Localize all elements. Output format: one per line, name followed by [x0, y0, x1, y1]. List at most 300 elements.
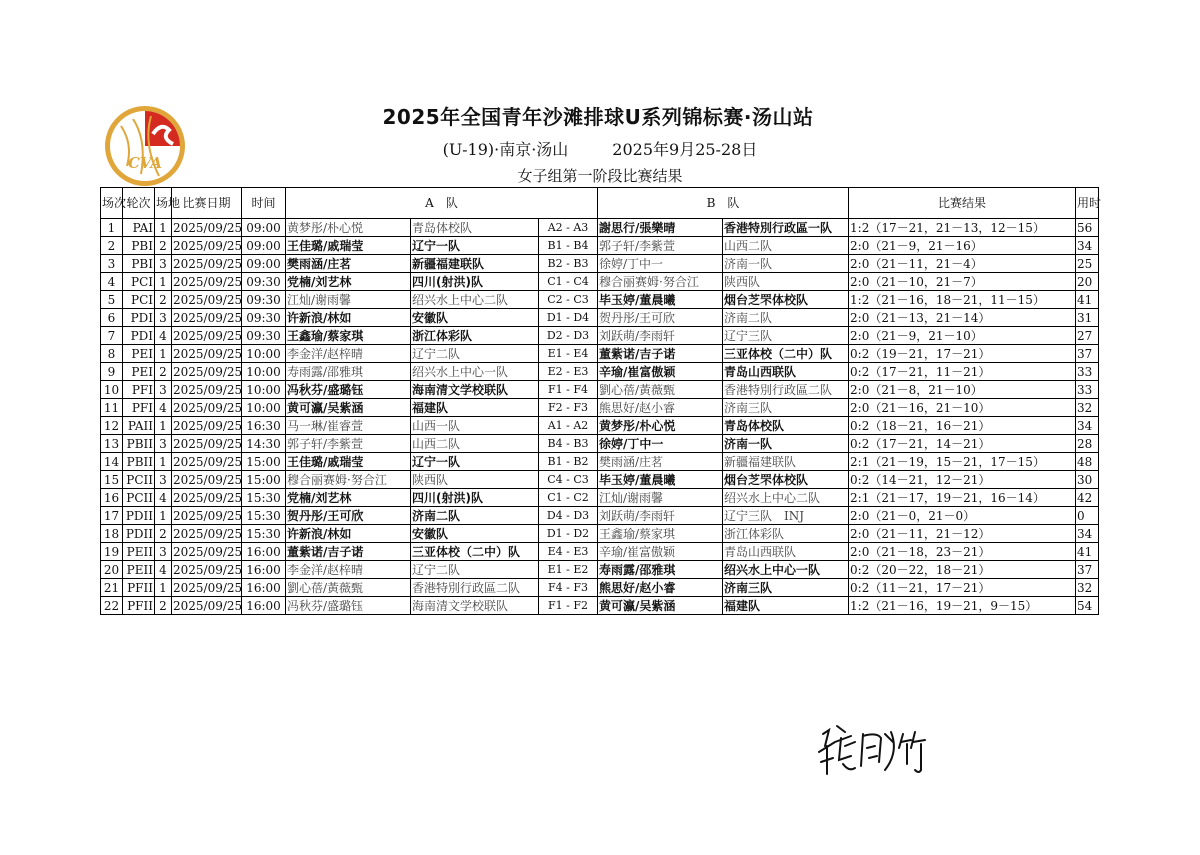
matchup-codes: E1 - E4: [539, 345, 598, 363]
score: 2:0（21－10，21－7）: [849, 273, 1076, 291]
team-a-code: F4: [548, 580, 563, 594]
duration: 33: [1076, 363, 1099, 381]
match-no: 1: [101, 219, 123, 237]
team-b-code: C4: [573, 274, 589, 288]
date: 2025/09/25: [173, 400, 243, 415]
team-b-players: 徐婷/丁中一: [598, 435, 723, 453]
duration: 33: [1076, 381, 1099, 399]
date: 2025/09/25: [173, 598, 243, 613]
team-a-name: 浙江体彩队: [411, 327, 539, 345]
score: 0:2（14－21，12－21）: [849, 471, 1076, 489]
team-a-name: 绍兴水上中心一队: [411, 363, 539, 381]
round: PFI: [123, 399, 155, 417]
team-a-players: 王佳璐/戚瑞莹: [286, 237, 411, 255]
team-b-players: 王鑫瑜/蔡家琪: [598, 525, 723, 543]
team-a-players: 党楠/刘艺林: [286, 489, 411, 507]
match-no: 8: [101, 345, 123, 363]
round: PDI: [123, 309, 155, 327]
team-b-code: B2: [573, 454, 589, 468]
matchup-codes: F1 - F2: [539, 597, 598, 615]
round: PDI: [123, 327, 155, 345]
team-b-name: 山西二队: [723, 237, 849, 255]
table-row: [101, 597, 1099, 615]
team-b-code: D4: [573, 310, 590, 324]
team-a-name: 海南清文学校联队: [411, 381, 539, 399]
team-a-name: 辽宁一队: [411, 453, 539, 471]
table-row: [101, 417, 1099, 435]
date: 2025/09/25: [173, 274, 243, 289]
table-row: [101, 309, 1099, 327]
table-row: [101, 471, 1099, 489]
team-b-code: E2: [573, 562, 589, 576]
court: 1: [155, 579, 172, 597]
matchup-codes: B2 - B3: [539, 255, 598, 273]
table-row: [101, 399, 1099, 417]
team-b-code: A3: [573, 220, 589, 234]
round: PBII: [123, 435, 155, 453]
duration: 41: [1076, 543, 1099, 561]
team-a-code: F2: [548, 400, 563, 414]
match-no: 13: [101, 435, 123, 453]
round: PBI: [123, 237, 155, 255]
match-no: 4: [101, 273, 123, 291]
team-b-name: 济南三队: [723, 399, 849, 417]
subtitle: [0, 137, 1200, 160]
team-a-players: 冯秋芬/盛璐钰: [286, 597, 411, 615]
team-a-name: 辽宁一队: [411, 237, 539, 255]
date: 2025/09/25: [173, 454, 243, 469]
court: 4: [155, 327, 172, 345]
table-row: [101, 237, 1099, 255]
team-a-players: 许新浪/林如: [286, 525, 411, 543]
matchup-codes: D1 - D2: [539, 525, 598, 543]
duration: 56: [1076, 219, 1099, 237]
date: 2025/09/25: [173, 508, 243, 523]
matchup-codes: E2 - E3: [539, 363, 598, 381]
round: PEII: [123, 561, 155, 579]
team-a-players: 江灿/谢雨馨: [286, 291, 411, 309]
time: 16:00: [242, 579, 286, 597]
duration: 42: [1076, 489, 1099, 507]
duration: 37: [1076, 561, 1099, 579]
team-b-name: 新疆福建联队: [723, 453, 849, 471]
team-a-code: B4: [547, 436, 563, 450]
match-no: 20: [101, 561, 123, 579]
court: 2: [155, 597, 172, 615]
team-a-name: 陕西队: [411, 471, 539, 489]
date: 2025/09/25: [173, 292, 243, 307]
round: PEI: [123, 345, 155, 363]
matchup-codes: F1 - F4: [539, 381, 598, 399]
team-a-name: 山西一队: [411, 417, 539, 435]
score: 1:2（17－21，21－13，12－15）: [849, 219, 1076, 237]
match-no: 16: [101, 489, 123, 507]
team-b-code: D3: [573, 508, 590, 522]
matchup-codes: F2 - F3: [539, 399, 598, 417]
team-b-name: 香港特別行政區一队: [723, 219, 849, 237]
round: PDII: [123, 525, 155, 543]
team-a-players: 王佳璐/戚瑞莹: [286, 453, 411, 471]
team-b-name: 福建队: [723, 597, 849, 615]
team-a-players: 董紫诺/吉子诺: [286, 543, 411, 561]
court: 4: [155, 399, 172, 417]
team-b-code: E3: [573, 544, 589, 558]
match-no: 3: [101, 255, 123, 273]
score: 2:0（21－13，21－14）: [849, 309, 1076, 327]
col-result: 比赛结果: [849, 188, 1076, 219]
score: 2:0（21－9，21－10）: [849, 327, 1076, 345]
duration: 28: [1076, 435, 1099, 453]
team-a-name: 海南清文学校联队: [411, 597, 539, 615]
duration: 0: [1076, 507, 1099, 525]
table-row: [101, 291, 1099, 309]
table-row: [101, 435, 1099, 453]
round: PCI: [123, 273, 155, 291]
team-b-name: 青岛山西联队: [723, 363, 849, 381]
team-a-name: 福建队: [411, 399, 539, 417]
team-a-code: C1: [547, 274, 563, 288]
team-a-players: 马一琳/崔睿萱: [286, 417, 411, 435]
duration: 34: [1076, 417, 1099, 435]
matchup-codes: B1 - B4: [539, 237, 598, 255]
date: 2025/09/25: [173, 490, 243, 505]
court: 1: [155, 273, 172, 291]
match-no: 14: [101, 453, 123, 471]
team-b-code: B3: [573, 256, 589, 270]
team-b-name: 辽宁三队 INJ: [723, 507, 849, 525]
court: 3: [155, 381, 172, 399]
score: 2:0（21－8，21－10）: [849, 381, 1076, 399]
team-a-code: A2: [547, 220, 563, 234]
team-b-name: 三亚体校（二中）队: [723, 345, 849, 363]
match-no: 18: [101, 525, 123, 543]
team-b-code: F2: [573, 598, 588, 612]
team-a-players: 黄可瀛/吴紫涵: [286, 399, 411, 417]
team-b-players: 贺丹彤/王可欣: [598, 309, 723, 327]
team-b-name: 绍兴水上中心二队: [723, 489, 849, 507]
date: 2025/09/25: [173, 382, 243, 397]
subtitle-dates: 2025年9月25-28日: [612, 140, 758, 159]
score: 2:0（21－9，21－16）: [849, 237, 1076, 255]
team-b-players: 辛瑜/崔富傲颖: [598, 543, 723, 561]
time: 15:30: [242, 489, 286, 507]
col-time: 时间: [242, 188, 286, 219]
table-row: [101, 381, 1099, 399]
score: 2:0（21－0，21－0）: [849, 507, 1076, 525]
court: 1: [155, 219, 172, 237]
score: 0:2（20－22，18－21）: [849, 561, 1076, 579]
team-b-players: 刘跃萌/李雨轩: [598, 507, 723, 525]
team-b-players: 穆合丽赛姆·努合江: [598, 273, 723, 291]
results-body: [101, 219, 1099, 615]
score: 1:2（21－16，18－21，11－15）: [849, 291, 1076, 309]
team-a-code: E4: [547, 544, 563, 558]
date: 2025/09/25: [173, 526, 243, 541]
duration: 27: [1076, 327, 1099, 345]
results-table: [100, 187, 1102, 615]
court: 2: [155, 291, 172, 309]
logo-text: CVA: [127, 154, 163, 172]
team-a-name: 三亚体校（二中）队: [411, 543, 539, 561]
team-a-players: 郭子轩/李紫萱: [286, 435, 411, 453]
date: 2025/09/25: [173, 346, 243, 361]
team-a-name: 绍兴水上中心二队: [411, 291, 539, 309]
round: PDII: [123, 507, 155, 525]
date: 2025/09/25: [173, 436, 243, 451]
team-b-players: 劉心蓓/黃薇甄: [598, 381, 723, 399]
court: 3: [155, 255, 172, 273]
time: 09:30: [242, 291, 286, 309]
team-a-code: B1: [547, 238, 563, 252]
table-row: [101, 579, 1099, 597]
duration: 54: [1076, 597, 1099, 615]
team-a-code: F1: [548, 598, 563, 612]
team-a-players: 李金洋/赵梓晴: [286, 561, 411, 579]
subtitle-location: (U-19)·南京·汤山: [442, 140, 569, 159]
court: 3: [155, 309, 172, 327]
round: PAI: [123, 219, 155, 237]
col-team-a: A 队: [286, 188, 598, 219]
date: 2025/09/25: [173, 256, 243, 271]
round: PEI: [123, 363, 155, 381]
time: 10:00: [242, 345, 286, 363]
time: 16:00: [242, 561, 286, 579]
team-a-name: 山西二队: [411, 435, 539, 453]
team-a-players: 穆合丽赛姆·努合江: [286, 471, 411, 489]
team-b-name: 陕西队: [723, 273, 849, 291]
team-a-code: C4: [547, 472, 563, 486]
match-no: 15: [101, 471, 123, 489]
matchup-codes: E1 - E2: [539, 561, 598, 579]
team-a-players: 劉心蓓/黃薇甄: [286, 579, 411, 597]
date: 2025/09/25: [173, 580, 243, 595]
team-a-players: 李金洋/赵梓晴: [286, 345, 411, 363]
time: 16:30: [242, 417, 286, 435]
duration: 37: [1076, 345, 1099, 363]
team-b-name: 辽宁三队: [723, 327, 849, 345]
team-b-code: C2: [573, 490, 589, 504]
score: 2:1（21－17，19－21，16－14）: [849, 489, 1076, 507]
time: 10:00: [242, 381, 286, 399]
team-a-players: 贺丹彤/王可欣: [286, 507, 411, 525]
team-b-code: D2: [573, 526, 590, 540]
team-a-code: D1: [546, 526, 563, 540]
col-round: 轮次: [123, 188, 155, 219]
round: PFII: [123, 579, 155, 597]
team-a-players: 王鑫瑜/蔡家琪: [286, 327, 411, 345]
team-b-players: 毕玉婷/董晨曦: [598, 291, 723, 309]
time: 09:30: [242, 327, 286, 345]
date: 2025/09/25: [173, 544, 243, 559]
duration: 25: [1076, 255, 1099, 273]
score: 0:2（18－21，16－21）: [849, 417, 1076, 435]
time: 09:00: [242, 255, 286, 273]
team-b-name: 绍兴水上中心一队: [723, 561, 849, 579]
score: 2:0（21－16，21－10）: [849, 399, 1076, 417]
round: PBII: [123, 453, 155, 471]
team-b-code: F4: [573, 382, 588, 396]
court: 1: [155, 507, 172, 525]
col-date: 比赛日期: [172, 188, 242, 219]
team-a-players: 许新浪/林如: [286, 309, 411, 327]
table-row: [101, 327, 1099, 345]
matchup-codes: C1 - C4: [539, 273, 598, 291]
matchup-codes: C2 - C3: [539, 291, 598, 309]
team-a-code: B2: [547, 256, 563, 270]
matchup-codes: B4 - B3: [539, 435, 598, 453]
team-b-code: F3: [573, 400, 588, 414]
matchup-codes: E4 - E3: [539, 543, 598, 561]
team-b-players: 黄梦彤/朴心悦: [598, 417, 723, 435]
matchup-codes: D1 - D4: [539, 309, 598, 327]
team-b-players: 刘跃萌/李雨轩: [598, 327, 723, 345]
team-b-name: 济南三队: [723, 579, 849, 597]
table-row: [101, 255, 1099, 273]
court: 4: [155, 489, 172, 507]
round: PBI: [123, 255, 155, 273]
match-no: 2: [101, 237, 123, 255]
table-row: [101, 543, 1099, 561]
team-b-players: 熊思好/赵小睿: [598, 579, 723, 597]
matchup-codes: D2 - D3: [539, 327, 598, 345]
score: 0:2（17－21，14－21）: [849, 435, 1076, 453]
match-no: 19: [101, 543, 123, 561]
match-no: 9: [101, 363, 123, 381]
duration: 20: [1076, 273, 1099, 291]
round: PFI: [123, 381, 155, 399]
date: 2025/09/25: [173, 562, 243, 577]
team-a-players: 黄梦彤/朴心悦: [286, 219, 411, 237]
team-a-name: 辽宁二队: [411, 561, 539, 579]
matchup-codes: A1 - A2: [539, 417, 598, 435]
time: 09:30: [242, 309, 286, 327]
court: 3: [155, 471, 172, 489]
matchup-codes: D4 - D3: [539, 507, 598, 525]
court: 3: [155, 435, 172, 453]
team-b-name: 烟台芝罘体校队: [723, 471, 849, 489]
team-a-name: 四川(射洪)队: [411, 273, 539, 291]
time: 10:00: [242, 399, 286, 417]
team-b-players: 江灿/谢雨馨: [598, 489, 723, 507]
time: 09:00: [242, 219, 286, 237]
duration: 32: [1076, 399, 1099, 417]
table-row: [101, 219, 1099, 237]
team-a-players: 党楠/刘艺林: [286, 273, 411, 291]
team-b-code: F3: [573, 580, 588, 594]
duration: 31: [1076, 309, 1099, 327]
col-court: 场地: [155, 188, 172, 219]
date: 2025/09/25: [173, 472, 243, 487]
time: 09:30: [242, 273, 286, 291]
team-b-players: 董紫诺/吉子诺: [598, 345, 723, 363]
team-a-code: D4: [546, 508, 563, 522]
team-a-code: C1: [547, 490, 563, 504]
time: 15:30: [242, 507, 286, 525]
court: 1: [155, 453, 172, 471]
match-no: 10: [101, 381, 123, 399]
time: 10:00: [242, 363, 286, 381]
court: 2: [155, 525, 172, 543]
team-a-code: E1: [547, 346, 563, 360]
signature: [815, 712, 935, 782]
stage-title: 女子组第一阶段比赛结果: [517, 167, 683, 185]
court: 2: [155, 237, 172, 255]
team-b-code: B3: [573, 436, 589, 450]
team-b-players: 謝思行/張樂晴: [598, 219, 723, 237]
round: PAII: [123, 417, 155, 435]
court: 1: [155, 345, 172, 363]
matchup-codes: F4 - F3: [539, 579, 598, 597]
team-b-code: D3: [573, 328, 590, 342]
team-b-code: C3: [573, 292, 589, 306]
table-row: [101, 363, 1099, 381]
duration: 41: [1076, 291, 1099, 309]
time: 15:00: [242, 453, 286, 471]
team-a-name: 香港特別行政區二队: [411, 579, 539, 597]
score: 2:0（21－18，23－21）: [849, 543, 1076, 561]
team-b-players: 辛瑜/崔富傲颖: [598, 363, 723, 381]
round: PCI: [123, 291, 155, 309]
team-b-code: B4: [573, 238, 589, 252]
score: 0:2（11－21，17－21）: [849, 579, 1076, 597]
team-b-name: 青岛山西联队: [723, 543, 849, 561]
match-no: 5: [101, 291, 123, 309]
team-a-name: 新疆福建联队: [411, 255, 539, 273]
team-a-name: 安徽队: [411, 309, 539, 327]
court: 2: [155, 363, 172, 381]
duration: 34: [1076, 525, 1099, 543]
team-a-name: 济南二队: [411, 507, 539, 525]
team-a-name: 辽宁二队: [411, 345, 539, 363]
team-b-players: 熊思好/赵小睿: [598, 399, 723, 417]
col-duration: 用时: [1076, 188, 1099, 219]
matchup-codes: B1 - B2: [539, 453, 598, 471]
team-a-code: D2: [546, 328, 563, 342]
match-no: 17: [101, 507, 123, 525]
round: PCII: [123, 489, 155, 507]
matchup-codes: C4 - C3: [539, 471, 598, 489]
table-row: [101, 345, 1099, 363]
team-a-name: 四川(射洪)队: [411, 489, 539, 507]
court: 1: [155, 417, 172, 435]
team-b-name: 浙江体彩队: [723, 525, 849, 543]
team-a-players: 寿雨露/邵雅琪: [286, 363, 411, 381]
team-a-code: B1: [547, 454, 563, 468]
table-row: [101, 489, 1099, 507]
col-team-b: B 队: [598, 188, 849, 219]
team-a-name: 安徽队: [411, 525, 539, 543]
team-b-players: 黄可瀛/吴紫涵: [598, 597, 723, 615]
time: 09:00: [242, 237, 286, 255]
score: 0:2（17－21，11－21）: [849, 363, 1076, 381]
score: 0:2（19－21，17－21）: [849, 345, 1076, 363]
team-a-name: 青岛体校队: [411, 219, 539, 237]
team-b-players: 樊雨涵/庄茗: [598, 453, 723, 471]
team-b-players: 徐婷/丁中一: [598, 255, 723, 273]
team-a-code: E1: [547, 562, 563, 576]
date: 2025/09/25: [173, 364, 243, 379]
team-b-players: 毕玉婷/董晨曦: [598, 471, 723, 489]
date: 2025/09/25: [173, 328, 243, 343]
team-b-players: 寿雨露/邵雅琪: [598, 561, 723, 579]
team-b-code: E3: [573, 364, 589, 378]
team-a-code: A1: [547, 418, 563, 432]
table-row: [101, 453, 1099, 471]
table-row: [101, 273, 1099, 291]
team-a-code: D1: [546, 310, 563, 324]
team-b-code: C3: [573, 472, 589, 486]
match-no: 11: [101, 399, 123, 417]
